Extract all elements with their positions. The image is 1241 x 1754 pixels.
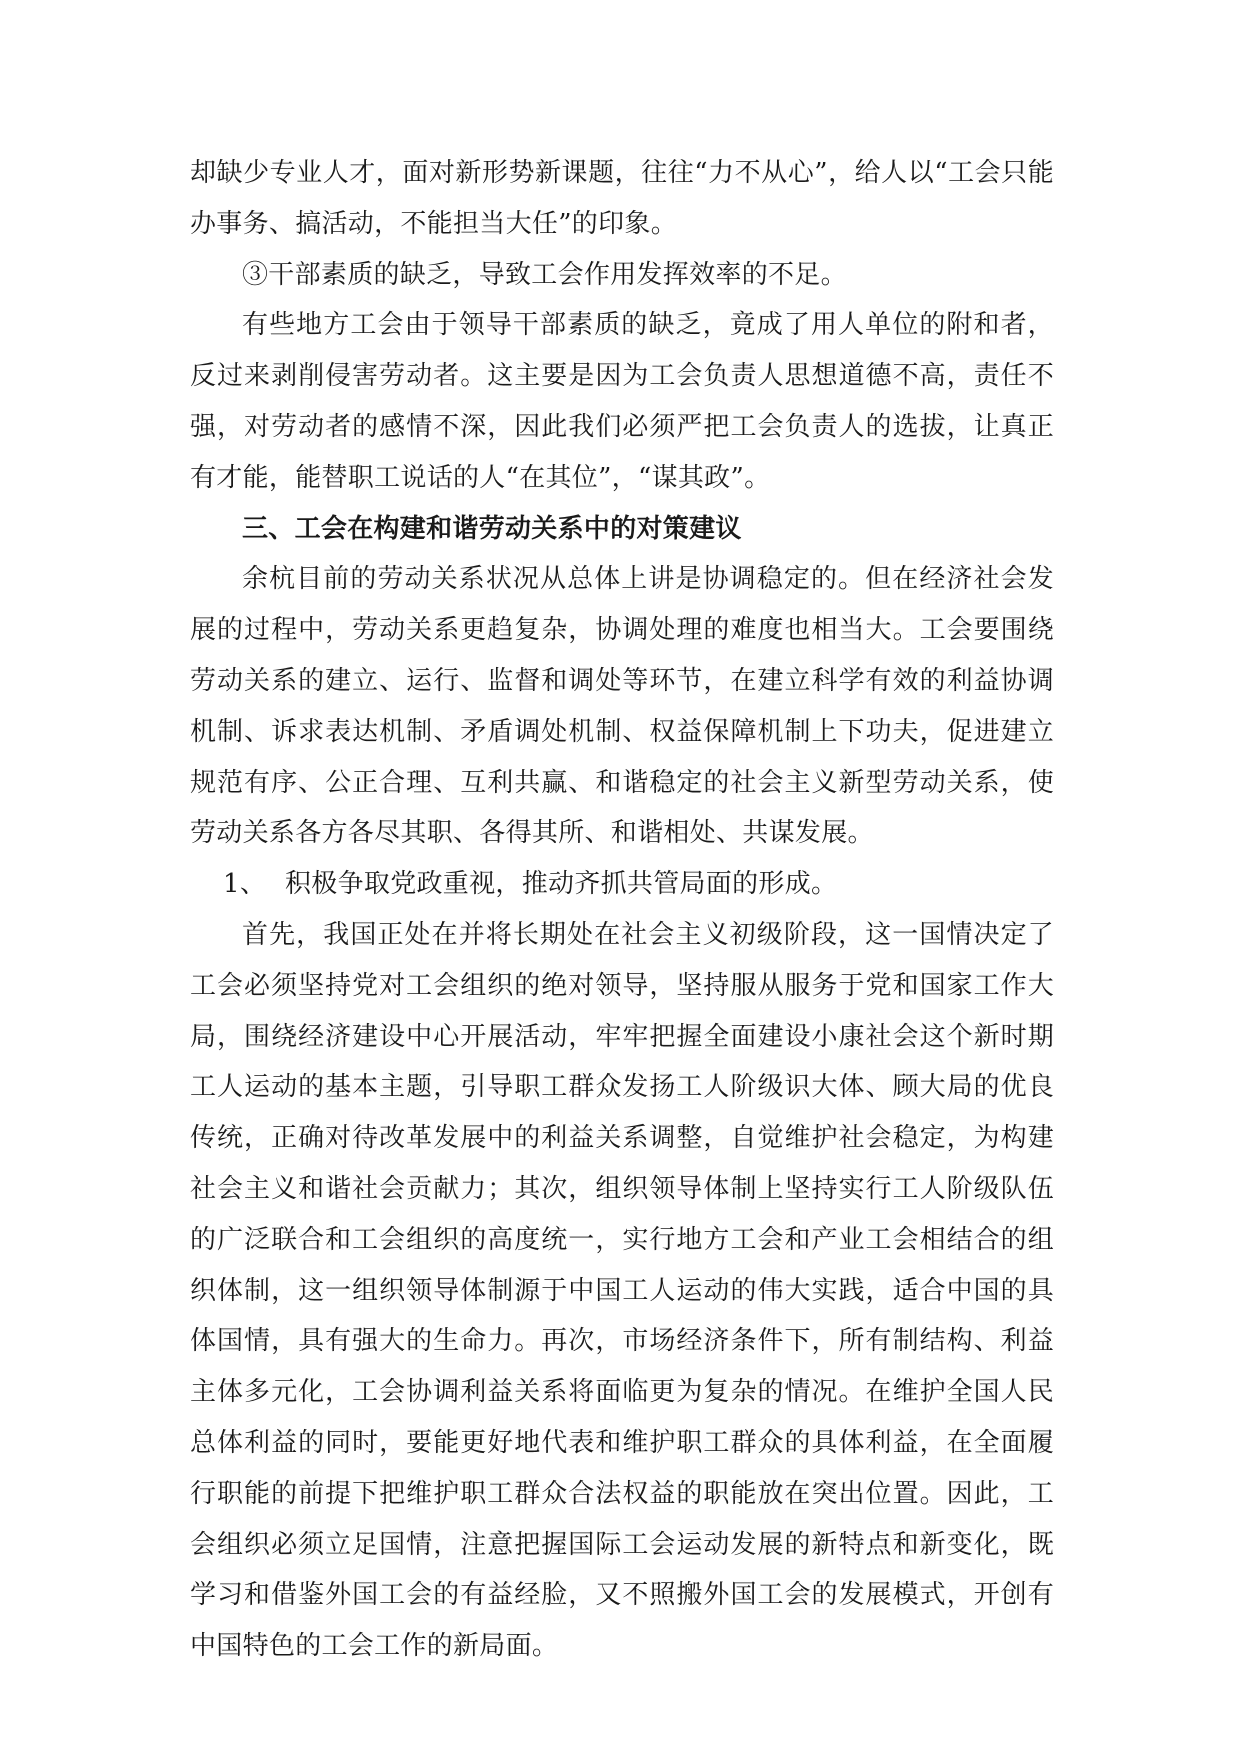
list-item-1	[190, 859, 1054, 910]
list-item-text: 积极争取党政重视，推动齐抓共管局面的形成。	[285, 869, 838, 900]
paragraph-first-national-conditions: 首先，我国正处在并将长期处在社会主义初级阶段，这一国情决定了工会必须坚持党对工会组织的绝对领导，坚持服从服务于党和国家工作大局，围绕经济建设中心开展活动，牢牢把握全面建设小康社会这个新时期工人运动的基本主题，引导职工群众发扬工人阶级识大体、顾大局的优良传统，正确对待改革发展中的利益关系调整，自觉维护社会稳定，为构建社会主义和谐社会贡献力；其次，组织领导体制上坚持实行工人阶级队伍的广泛联合和工会组织的高度统一，实行地方工会和产业工会相结合的组织体制，这一组织领导体制源于中国工人运动的伟大实践，适合中国的具体国情，具有强大的生命力。再次，市场经济条件下，所有制结构、利益主体多元化，工会协调利益关系将面临更为复杂的情况。在维护全国人民总体利益的同时，要能更好地代表和维护职工群众的具体利益，在全面履行职能的前提下把维护职工群众合法权益的职能放在突出位置。因此，工会组织必须立足国情，注意把握国际工会运动发展的新特点和新变化，既学习和借鉴外国工会的有益经脸，又不照搬外国工会的发展模式，开创有中国特色的工会工作的新局面。	[190, 919, 1054, 1662]
section-heading-countermeasures: 三、工会在构建和谐劳动关系中的对策建议	[242, 513, 742, 544]
paragraph-yuhang-labor-relations: 余杭目前的劳动关系状况从总体上讲是协调稳定的。但在经济社会发展的过程中，劳动关系更趋复杂，协调处理的难度也相当大。工会要围绕劳动关系的建立、运行、监督和调处等环节，在建立科学有效的利益协调机制、诉求表达机制、矛盾调处机制、权益保障机制上下功夫，促进建立规范有序、公正合理、互利共赢、和谐稳定的社会主义新型劳动关系，使劳动关系各方各尽其职、各得其所、和谐相处、共谋发展。	[190, 564, 1054, 849]
paragraph-continuation: 却缺少专业人才，面对新形势新课题，往往“力不从心”，给人以“工会只能办事务、搞活动，不能担当大任”的印象。	[190, 158, 1054, 239]
document-page	[190, 148, 1054, 1672]
list-item-number: 1、	[223, 869, 267, 900]
paragraph-subheading-cadre-quality: ③干部素质的缺乏，导致工会作用发挥效率的不足。	[242, 259, 847, 290]
paragraph-cadre-quality: 有些地方工会由于领导干部素质的缺乏，竟成了用人单位的附和者，反过来剥削侵害劳动者。这主要是因为工会负责人思想道德不高，责任不强，对劳动者的感情不深，因此我们必须严把工会负责人的选拔，让真正有才能，能替职工说话的人“在其位”，“谋其政”。	[190, 310, 1054, 493]
